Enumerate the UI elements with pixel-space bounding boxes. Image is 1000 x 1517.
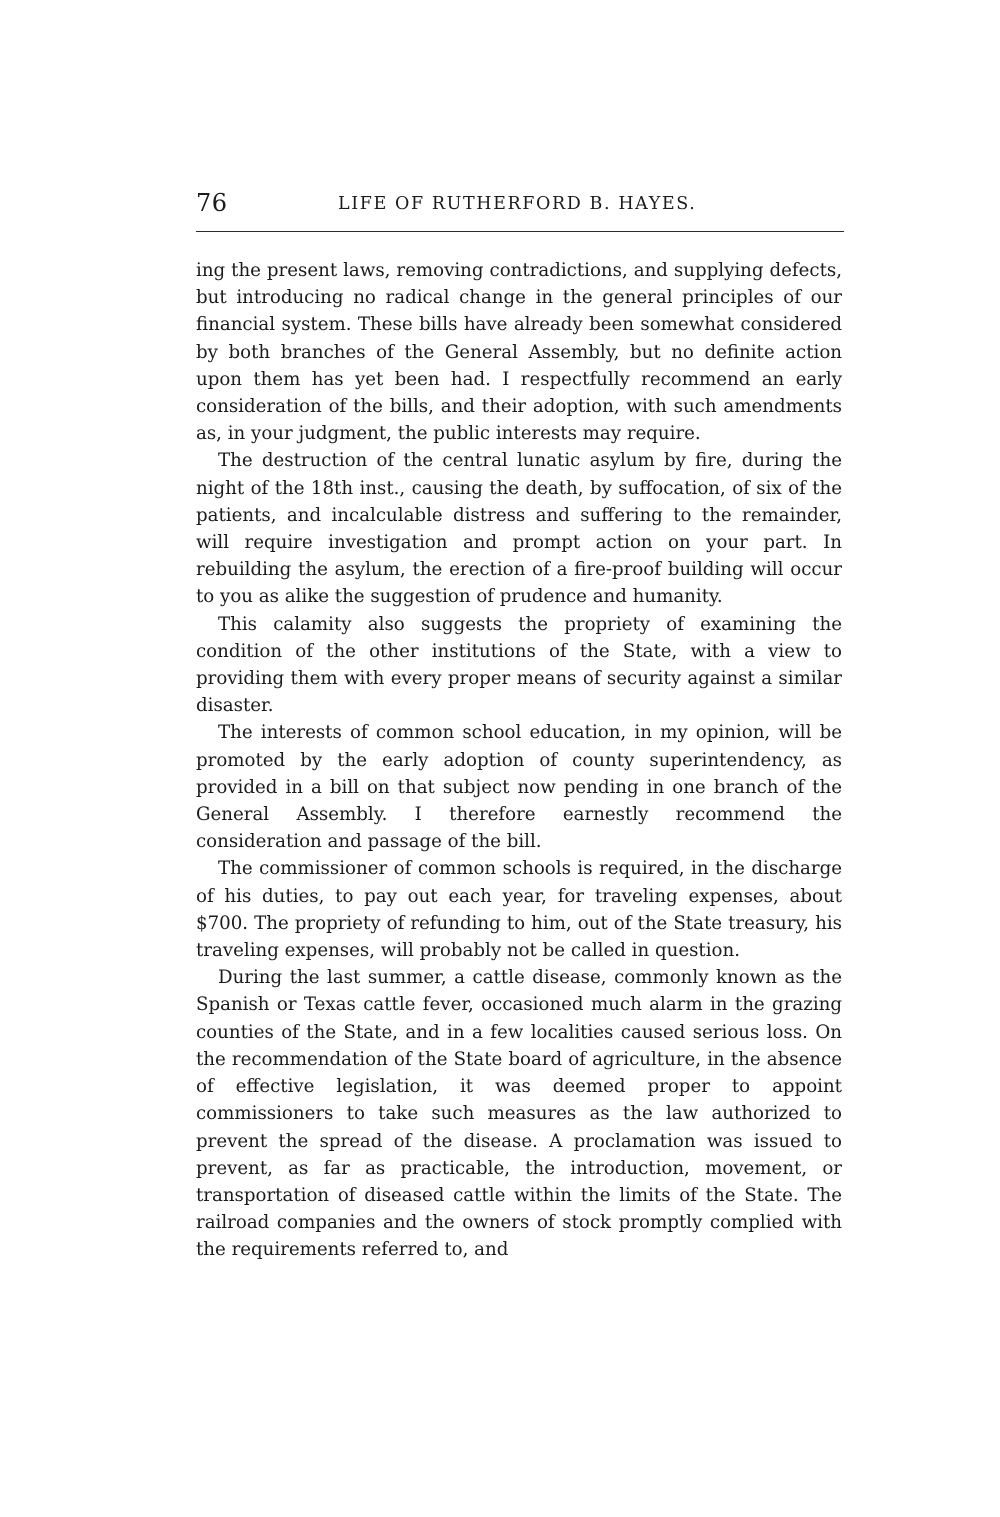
running-title: LIFE OF RUTHERFORD B. HAYES. bbox=[338, 194, 697, 214]
paragraph-cattle-disease: During the last summer, a cattle disease, commonly known as the Spanish or Texas cattle fever, occasioned much alarm in the grazing counties of the State, and in a few localities caused serious loss. On the recommendation of the State board of agriculture, in the absence of effective legislation, it was deemed proper to appoint commissioners to take such measures as the law authorized to prevent the spread of the disease. A proclamation was issued to prevent, as far as practicable, the introduction, movement, or transportation of diseased cattle within the limits of the State. The railroad companies and the owners of stock promptly complied with the requirements referred to, and bbox=[196, 967, 842, 1261]
header-rule bbox=[196, 231, 844, 232]
paragraph-school-education: The interests of common school education, in my opinion, will be promoted by the early adoption of county superintendency, as provided in a bill on that subject now pending in one branch of the General Assembly. I therefore earnestly recommend the consideration and passage of the bill. bbox=[196, 722, 842, 853]
page-number: 76 bbox=[196, 189, 228, 217]
paragraph-commissioner-expenses: The commissioner of common schools is required, in the discharge of his duties, to pay out each year, for traveling expenses, about $700. The propriety of refunding to him, out of the State treasury, his traveling expenses, will probably not be called in question. bbox=[196, 858, 842, 962]
page-header bbox=[196, 188, 844, 222]
paragraph-continued: ing the present laws, removing contradictions, and supplying defects, but introducing no radical change in the general principles of our financial system. These bills have already been somewhat considered by both branches of the General Assembly, but no definite action upon them has yet been had. I respectfully recommend an early consideration of the bills, and their adoption, with such amendments as, in your judgment, the public interests may require. bbox=[196, 260, 842, 445]
paragraph-asylum-fire: The destruction of the central lunatic asylum by fire, during the night of the 18th inst., causing the death, by suffocation, of six of the patients, and incalculable distress and suffering to the remainder, will require investigation and prompt action on your part. In rebuilding the asylum, the erection of a fire-proof building will occur to you as alike the suggestion of prudence and humanity. bbox=[196, 450, 842, 608]
paragraph-calamity: This calamity also suggests the propriety of examining the condition of the other institutions of the State, with a view to providing them with every proper means of security against a similar disaster. bbox=[196, 613, 842, 717]
body-text bbox=[196, 257, 842, 1264]
